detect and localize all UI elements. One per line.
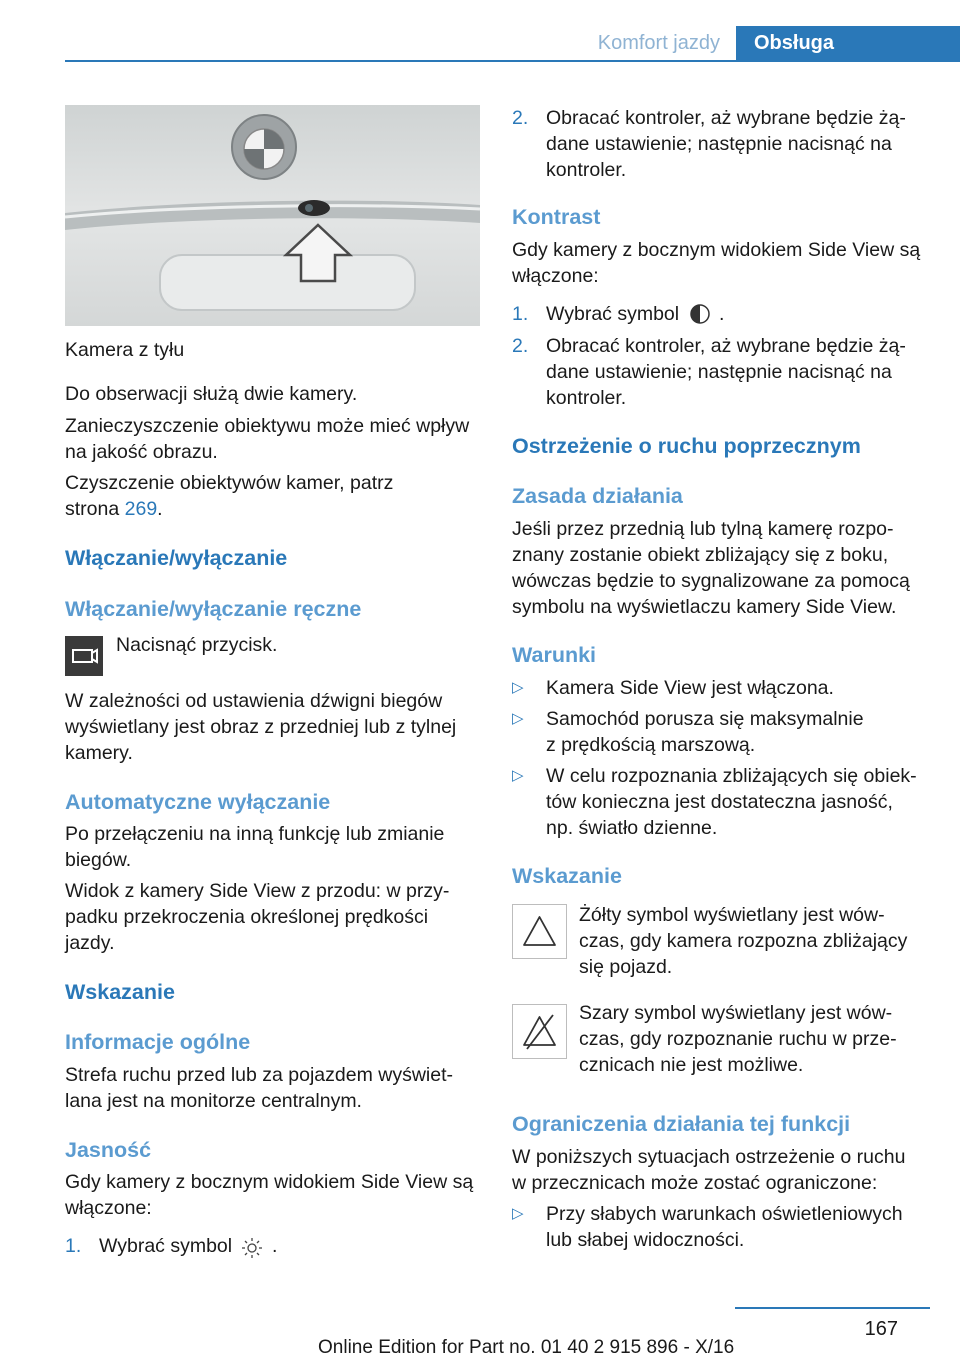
paragraph: Widok z kamery Side View z przodu: w przy‐ [65,880,450,902]
list-item-text: Obracać kontroler, aż wybrane będzie żą‐ [546,335,906,357]
warning-triangle-icon [512,904,567,959]
paragraph: czas, gdy rozpoznanie ruchu w prze‐ [579,1028,897,1050]
paragraph: biegów. [65,849,132,871]
bullet-icon: ▷ [512,679,524,696]
photo-caption: Kamera z tyłu [65,339,185,361]
page-number: 167 [864,1318,898,1340]
list-number: 1. [65,1235,82,1257]
paragraph: znany zostanie obiekt zbliżający się z boku, [512,544,889,566]
header-chapter-tab: Obsługa [736,26,960,61]
text: strona [65,498,125,520]
list-item-text: Wybrać symbol [99,1235,233,1257]
list-item-text: lub słabej widoczności. [546,1229,745,1251]
heading-brightness: Jasność [65,1138,152,1162]
paragraph: włączone: [512,265,599,287]
paragraph: padku przekroczenia określonej prędkości [65,906,429,928]
bullet-icon: ▷ [512,710,524,727]
paragraph: symbolu na wyświetlaczu kamery Side View. [512,596,897,618]
bullet-icon: ▷ [512,1205,524,1222]
edition-note: Online Edition for Part no. 01 40 2 915 896 - X/16 [318,1337,735,1358]
text: . [157,498,163,520]
list-item-text: Samochód porusza się maksymalnie [546,708,864,730]
paragraph: lana jest na monitorze centralnym. [65,1090,362,1112]
list-item-text: kontroler. [546,159,627,181]
paragraph: Strefa ruchu przed lub za pojazdem wyświet‐ [65,1064,454,1086]
footer-rule [735,1307,930,1309]
paragraph: W zależności od ustawienia dźwigni biegów [65,690,443,712]
heading-display: Wskazanie [65,980,175,1004]
list-item-text: kontroler. [546,387,627,409]
paragraph: wówczas będzie to sygnalizowane za pomocą [512,570,910,592]
paragraph: wyświetlany jest obraz z przedniej lub z tylnej [65,716,457,738]
list-item-text: dane ustawienie; następnie nacisnąć na [546,361,892,383]
heading-principle: Zasada działania [512,484,683,508]
paragraph-with-link [65,496,163,522]
heading-auto-off: Automatyczne wyłączanie [65,790,331,814]
list-item-text: Kamera Side View jest włączona. [546,677,834,699]
list-item-text: np. światło dzienne. [546,817,718,839]
header-rule [65,60,960,62]
paragraph: Nacisnąć przycisk. [116,634,278,656]
paragraph: Jeśli przez przednią lub tylną kamerę rozpo‐ [512,518,894,540]
list-item-text: z prędkością marszową. [546,734,756,756]
heading-limits: Ograniczenia działania tej funkcji [512,1112,851,1136]
paragraph: w przecznicach może zostać ograniczone: [512,1172,878,1194]
paragraph: na jakość obrazu. [65,441,218,463]
warning-unavailable-icon [512,1004,567,1059]
paragraph: Szary symbol wyświetlany jest wów‐ [579,1002,893,1024]
heading-general: Informacje ogólne [65,1030,251,1054]
header-section-tab: Komfort jazdy [597,32,720,54]
heading-display-right: Wskazanie [512,864,622,888]
heading-cross-traffic: Ostrzeżenie o ruchu poprzecznym [512,434,861,458]
paragraph: cznicach nie jest możliwe. [579,1054,804,1076]
paragraph: Po przełączeniu na inną funkcję lub zmianie [65,823,445,845]
heading-on-off: Włączanie/wyłączanie [65,546,288,570]
list-item-text: Przy słabych warunkach oświetleniowych [546,1203,903,1225]
paragraph: włączone: [65,1197,152,1219]
page-link[interactable]: 269 [124,498,158,520]
heading-contrast: Kontrast [512,205,601,229]
list-item-text: Obracać kontroler, aż wybrane będzie żą‐ [546,107,906,129]
paragraph: kamery. [65,742,133,764]
paragraph: Żółty symbol wyświetlany jest wów‐ [579,904,885,926]
paragraph: Gdy kamery z bocznym widokiem Side View są [512,239,921,261]
paragraph: W poniższych sytuacjach ostrzeżenie o ruchu [512,1146,906,1168]
heading-manual: Włączanie/wyłączanie ręczne [65,597,362,621]
paragraph: Do obserwacji służą dwie kamery. [65,383,358,405]
camera-button-icon [65,636,103,676]
paragraph: się pojazd. [579,956,673,978]
paragraph: jazdy. [65,932,115,954]
list-item-text: W celu rozpoznania zbliżających się obiek‐ [546,765,917,787]
paragraph: Zanieczyszczenie obiektywu może mieć wpływ [65,415,470,437]
list-item-text: dane ustawienie; następnie nacisnąć na [546,133,892,155]
paragraph: Gdy kamery z bocznym widokiem Side View są [65,1171,474,1193]
list-item-text: Wybrać symbol [546,303,680,325]
list-item-end: . [272,1235,278,1257]
rear-camera-illustration [65,105,480,326]
list-number: 1. [512,303,529,325]
list-item-end: . [719,303,725,325]
bullet-icon: ▷ [512,767,524,784]
rear-camera-photo [65,105,480,326]
list-number: 2. [512,107,529,129]
contrast-icon [687,302,713,326]
paragraph: Czyszczenie obiektywów kamer, patrz [65,472,394,494]
list-item-text: tów konieczna jest dostateczna jasność, [546,791,893,813]
brightness-icon [240,1236,264,1260]
heading-conditions: Warunki [512,643,597,667]
paragraph: czas, gdy kamera rozpozna zbliżający [579,930,908,952]
list-number: 2. [512,335,529,357]
